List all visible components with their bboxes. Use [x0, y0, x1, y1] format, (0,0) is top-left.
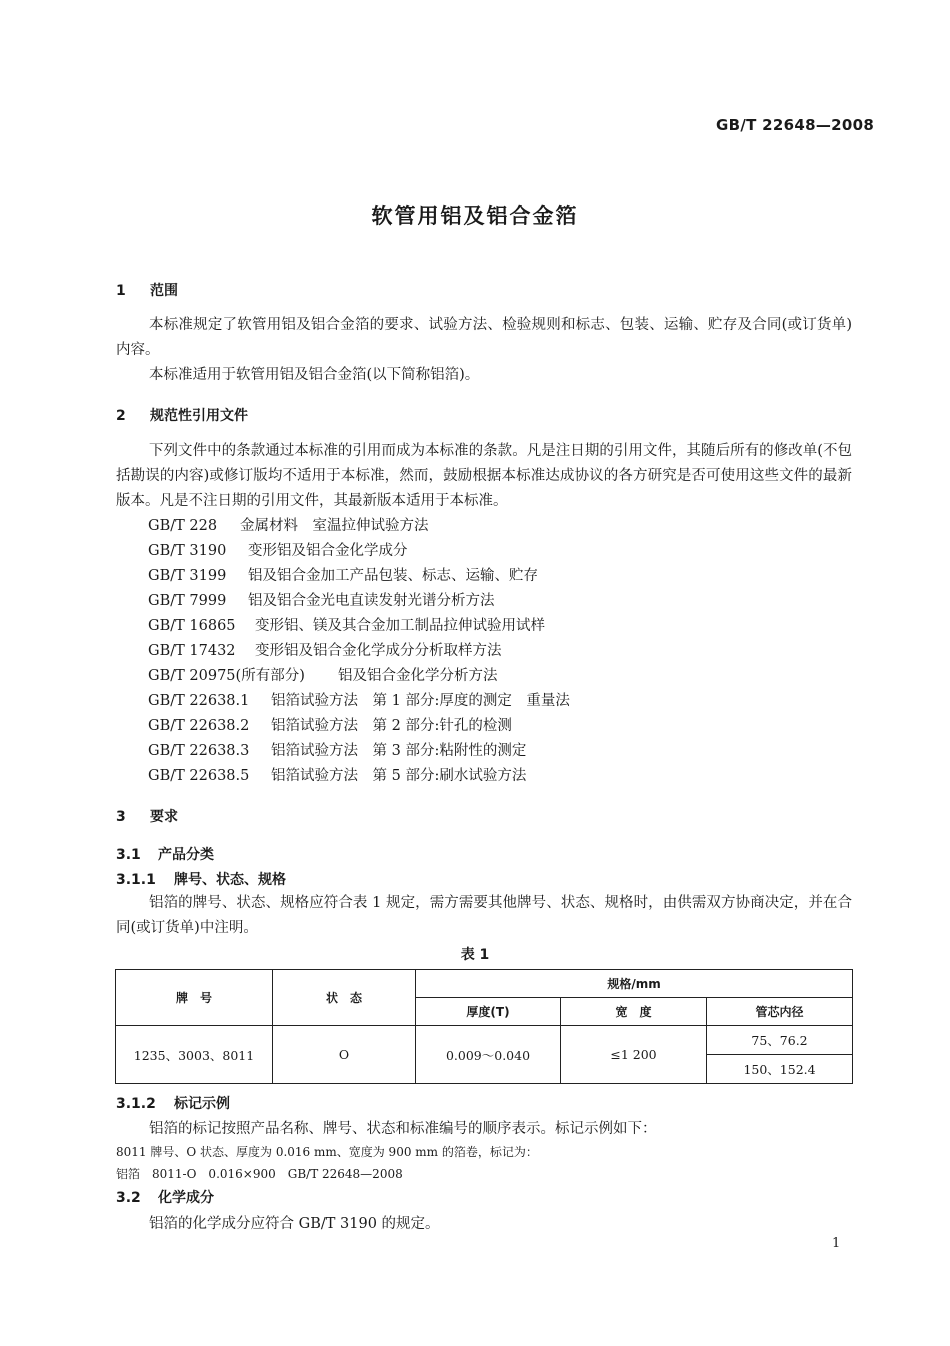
- header-core-id: 管芯内径: [707, 998, 853, 1026]
- section-number: 1: [116, 283, 126, 299]
- reference-title: 变形铝及铝合金化学成分: [248, 543, 408, 559]
- cell-thickness: 0.009～0.040: [416, 1026, 561, 1084]
- section-3-1-heading: [116, 844, 214, 864]
- table-caption: 表 1: [460, 947, 490, 963]
- reference-item: [148, 714, 570, 739]
- reference-code: GB/T 228: [148, 518, 218, 534]
- reference-item: [148, 739, 570, 764]
- section-1-heading: [116, 280, 178, 300]
- header-spec: 规格/mm: [416, 970, 853, 998]
- paragraph: 本标准适用于软管用铝及铝合金箔(以下简称铝箔)。: [149, 367, 480, 383]
- section-title: 牌号、状态、规格: [174, 872, 286, 888]
- section-3-1-1-body: [116, 891, 852, 941]
- section-1-body: [116, 313, 852, 388]
- document-title: 软管用铝及铝合金箔: [371, 204, 579, 228]
- reference-title: 铝箔试验方法 第 3 部分:粘附性的测定: [271, 743, 527, 759]
- reference-item: [148, 764, 570, 789]
- cell-core-id: 150、152.4: [707, 1055, 853, 1084]
- reference-code: GB/T 22638.2: [148, 718, 250, 734]
- section-number: 3.2: [116, 1190, 141, 1206]
- header-width: 宽 度: [561, 998, 707, 1026]
- page-number: 1: [832, 1236, 841, 1251]
- section-title: 化学成分: [158, 1190, 214, 1206]
- paragraph: 下列文件中的条款通过本标准的引用而成为本标准的条款。凡是注日期的引用文件，其随后所有的修改单(不包括勘误的内容)或修订版均不适用于本标准，然而，鼓励根据本标准达成协议的各方研究是否可使用这些文件的最新版本。凡是不注日期的引用文件，其最新版本适用于本标准。: [116, 443, 852, 509]
- reference-title: 变形铝、镁及其合金加工制品拉伸试验用试样: [255, 618, 545, 634]
- cell-core-id: 75、76.2: [707, 1026, 853, 1055]
- section-title: 要求: [150, 809, 178, 825]
- header-temper: 状 态: [273, 970, 416, 1026]
- cell-grade: 1235、3003、8011: [116, 1026, 273, 1084]
- section-3-2-heading: [116, 1187, 214, 1207]
- reference-title: 铝及铝合金光电直读发射光谱分析方法: [248, 593, 495, 609]
- reference-code: GB/T 20975(所有部分): [148, 668, 305, 684]
- reference-item: [148, 589, 570, 614]
- reference-code: GB/T 7999: [148, 593, 227, 609]
- reference-code: GB/T 3199: [148, 568, 227, 584]
- section-title: 范围: [150, 283, 178, 299]
- marking-example-description: 8011 牌号、O 状态、厚度为 0.016 mm、宽度为 900 mm 的箔卷，标记为：: [116, 1145, 538, 1159]
- reference-title: 变形铝及铝合金化学成分分析取样方法: [255, 643, 502, 659]
- cell-width: ≤1 200: [561, 1026, 707, 1084]
- paragraph: 铝箔的牌号、状态、规格应符合表 1 规定，需方需要其他牌号、状态、规格时，由供需双方协商决定，并在合同(或订货单)中注明。: [116, 895, 852, 936]
- reference-item: [148, 614, 570, 639]
- section-number: 3.1: [116, 847, 141, 863]
- normative-reference-list: [148, 514, 570, 789]
- reference-item: [148, 664, 570, 689]
- section-number: 3.1.1: [116, 872, 156, 888]
- section-3-heading: [116, 806, 178, 826]
- reference-code: GB/T 22638.3: [148, 743, 250, 759]
- section-number: 2: [116, 408, 126, 424]
- section-number: 3.1.2: [116, 1096, 156, 1112]
- section-number: 3: [116, 809, 126, 825]
- spec-table: [115, 969, 853, 1084]
- cell-temper: O: [273, 1026, 416, 1084]
- reference-title: 铝箔试验方法 第 5 部分:刷水试验方法: [271, 768, 527, 784]
- reference-code: GB/T 17432: [148, 643, 236, 659]
- reference-title: 铝及铝合金加工产品包装、标志、运输、贮存: [248, 568, 538, 584]
- reference-code: GB/T 22638.1: [148, 693, 250, 709]
- section-2-body: [116, 439, 852, 514]
- reference-code: GB/T 3190: [148, 543, 227, 559]
- reference-title: 铝箔试验方法 第 1 部分:厚度的测定 重量法: [271, 693, 570, 709]
- reference-title: 金属材料 室温拉伸试验方法: [240, 518, 429, 534]
- reference-code: GB/T 16865: [148, 618, 236, 634]
- reference-item: [148, 539, 570, 564]
- section-title: 标记示例: [174, 1096, 230, 1112]
- standard-number: GB/T 22648—2008: [716, 116, 875, 134]
- section-3-1-2-heading: [116, 1093, 230, 1113]
- reference-item: [148, 689, 570, 714]
- section-2-heading: [116, 405, 248, 425]
- reference-item: [148, 514, 570, 539]
- reference-title: 铝箔试验方法 第 2 部分:针孔的检测: [271, 718, 512, 734]
- paragraph: 铝箔的标记按照产品名称、牌号、状态和标准编号的顺序表示。标记示例如下：: [149, 1121, 657, 1137]
- reference-item: [148, 639, 570, 664]
- reference-title: 铝及铝合金化学分析方法: [338, 668, 498, 684]
- marking-example: 铝箔 8011-O 0.016×900 GB/T 22648—2008: [116, 1167, 403, 1181]
- paragraph: 本标准规定了软管用铝及铝合金箔的要求、试验方法、检验规则和标志、包装、运输、贮存及合同(或订货单)内容。: [116, 317, 852, 358]
- paragraph: 铝箔的化学成分应符合 GB/T 3190 的规定。: [149, 1216, 440, 1232]
- header-thickness: 厚度(T): [416, 998, 561, 1026]
- header-grade: 牌 号: [116, 970, 273, 1026]
- reference-code: GB/T 22638.5: [148, 768, 250, 784]
- section-3-1-1-heading: [116, 869, 286, 889]
- section-title: 产品分类: [158, 847, 214, 863]
- section-title: 规范性引用文件: [150, 408, 248, 424]
- reference-item: [148, 564, 570, 589]
